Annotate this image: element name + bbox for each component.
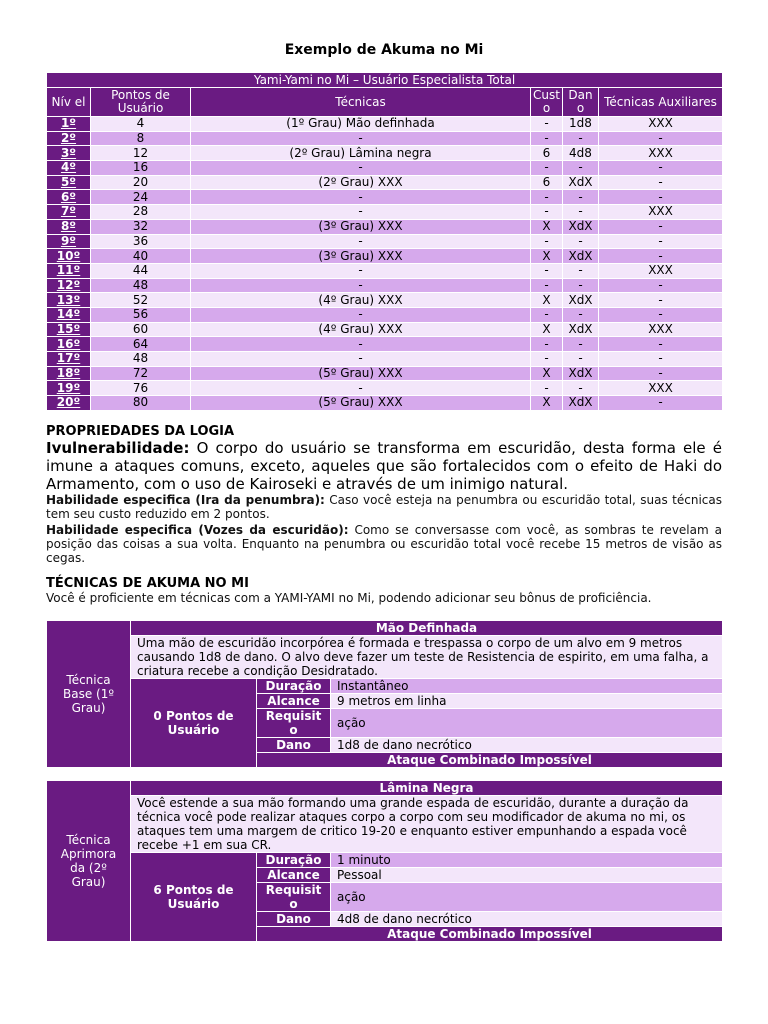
cost-cell: X — [531, 293, 563, 308]
hab2-text: Como se conversasse com você, as sombras te revelam a posição das coisas a sua volta. Enquanto na penumbra ou escuridão total você recebe 15 metros de visão as cegas. — [46, 523, 722, 565]
damage-cell: XdX — [563, 322, 599, 337]
alcance-label: Alcance — [257, 694, 331, 709]
auxiliary-cell: - — [599, 337, 723, 352]
points-cell: 12 — [91, 146, 191, 161]
level-cell: 17º — [47, 352, 91, 367]
auxiliary-cell: - — [599, 396, 723, 411]
auxiliary-cell: - — [599, 175, 723, 190]
header-pontos: Pontos de Usuário — [91, 88, 191, 117]
auxiliary-cell: - — [599, 278, 723, 293]
auxiliary-cell: - — [599, 352, 723, 367]
technique-name: Lâmina Negra — [131, 781, 723, 796]
cost-cell: - — [531, 263, 563, 278]
cost-cell: - — [531, 161, 563, 176]
damage-cell: - — [563, 234, 599, 249]
cost-cell: - — [531, 278, 563, 293]
cost-cell: X — [531, 396, 563, 411]
level-cell: 6º — [47, 190, 91, 205]
damage-cell: XdX — [563, 293, 599, 308]
cost-cell: - — [531, 117, 563, 132]
table-row — [47, 396, 723, 411]
tecnicas-heading: TÉCNICAS DE AKUMA NO MI — [46, 576, 249, 591]
table-row — [47, 293, 723, 308]
points-cell: 16 — [91, 161, 191, 176]
level-table — [46, 72, 723, 411]
technique-cell: (4º Grau) XXX — [191, 322, 531, 337]
cost-cell: 6 — [531, 146, 563, 161]
requisito-value: ação — [331, 883, 723, 912]
points-cell: 24 — [91, 190, 191, 205]
technique-cell: (2º Grau) Lâmina negra — [191, 146, 531, 161]
damage-cell: - — [563, 190, 599, 205]
technique-points: 0 Pontos de Usuário — [131, 679, 257, 768]
technique-cell: - — [191, 234, 531, 249]
technique-card-lamina-negra — [46, 780, 723, 942]
cost-cell: - — [531, 190, 563, 205]
points-cell: 76 — [91, 381, 191, 396]
damage-cell: 1d8 — [563, 117, 599, 132]
technique-cell: - — [191, 131, 531, 146]
level-cell: 15º — [47, 322, 91, 337]
level-cell: 9º — [47, 234, 91, 249]
points-cell: 32 — [91, 219, 191, 234]
auxiliary-cell: - — [599, 190, 723, 205]
table-row — [47, 263, 723, 278]
header-custo: Cust o — [531, 88, 563, 117]
technique-grade-label: Técnica Base (1º Grau) — [47, 621, 131, 768]
cost-cell: - — [531, 234, 563, 249]
table-row — [47, 337, 723, 352]
header-auxiliares: Técnicas Auxiliares — [599, 88, 723, 117]
technique-footer: Ataque Combinado Impossível — [257, 927, 723, 942]
dano-value: 1d8 de dano necrótico — [331, 738, 723, 753]
points-cell: 48 — [91, 352, 191, 367]
auxiliary-cell: - — [599, 307, 723, 322]
cost-cell: - — [531, 307, 563, 322]
dano-label: Dano — [257, 738, 331, 753]
level-cell: 7º — [47, 205, 91, 220]
cost-cell: 6 — [531, 175, 563, 190]
points-cell: 20 — [91, 175, 191, 190]
auxiliary-cell: - — [599, 219, 723, 234]
auxiliary-cell: - — [599, 131, 723, 146]
technique-cell: (2º Grau) XXX — [191, 175, 531, 190]
auxiliary-cell: - — [599, 293, 723, 308]
damage-cell: - — [563, 307, 599, 322]
auxiliary-cell: - — [599, 161, 723, 176]
cost-cell: - — [531, 337, 563, 352]
table-row — [47, 234, 723, 249]
damage-cell: - — [563, 205, 599, 220]
cost-cell: - — [531, 131, 563, 146]
points-cell: 4 — [91, 117, 191, 132]
technique-cell: - — [191, 190, 531, 205]
table-row — [47, 366, 723, 381]
level-cell: 19º — [47, 381, 91, 396]
technique-cell: - — [191, 337, 531, 352]
technique-cell: (5º Grau) XXX — [191, 366, 531, 381]
damage-cell: - — [563, 337, 599, 352]
level-cell: 12º — [47, 278, 91, 293]
header-tecnicas: Técnicas — [191, 88, 531, 117]
technique-cell: (1º Grau) Mão definhada — [191, 117, 531, 132]
auxiliary-cell: XXX — [599, 322, 723, 337]
technique-cell: (3º Grau) XXX — [191, 249, 531, 264]
points-cell: 80 — [91, 396, 191, 411]
hab1-label: Habilidade especifica (Ira da penumbra): — [46, 493, 325, 507]
table-row — [47, 205, 723, 220]
points-cell: 48 — [91, 278, 191, 293]
damage-cell: - — [563, 161, 599, 176]
points-cell: 44 — [91, 263, 191, 278]
table-row — [47, 161, 723, 176]
technique-cell: - — [191, 278, 531, 293]
technique-cell: - — [191, 307, 531, 322]
damage-cell: - — [563, 278, 599, 293]
duracao-value: 1 minuto — [331, 853, 723, 868]
technique-cell: - — [191, 205, 531, 220]
level-cell: 4º — [47, 161, 91, 176]
requisito-label: Requisit o — [257, 883, 331, 912]
technique-grade-label: Técnica Aprimora da (2º Grau) — [47, 781, 131, 942]
points-cell: 56 — [91, 307, 191, 322]
table-row — [47, 322, 723, 337]
points-cell: 60 — [91, 322, 191, 337]
technique-description: Você estende a sua mão formando uma grande espada de escuridão, durante a duração da técnica você pode realizar ataques corpo a corpo com seu modificador de akuma no mi, os ataques tem uma margem de critico 19-20 e enquanto estiver empunhando a espada você recebe +1 em sua CR. — [131, 796, 723, 853]
auxiliary-cell: - — [599, 249, 723, 264]
technique-cell: (5º Grau) XXX — [191, 396, 531, 411]
technique-cell: - — [191, 263, 531, 278]
hab2-label: Habilidade especifica (Vozes da escuridão): — [46, 523, 349, 537]
cost-cell: X — [531, 219, 563, 234]
damage-cell: XdX — [563, 366, 599, 381]
table-row — [47, 278, 723, 293]
cost-cell: - — [531, 352, 563, 367]
points-cell: 8 — [91, 131, 191, 146]
auxiliary-cell: XXX — [599, 146, 723, 161]
technique-cell: (4º Grau) XXX — [191, 293, 531, 308]
ivul-label: Ivulnerabilidade: — [46, 439, 190, 457]
technique-cell: - — [191, 381, 531, 396]
table-row — [47, 307, 723, 322]
hab1-text: Caso você esteja na penumbra ou escuridão total, suas técnicas tem seu custo reduzido em 2 pontos. — [46, 493, 722, 521]
damage-cell: - — [563, 381, 599, 396]
logia-heading: PROPRIEDADES DA LOGIA — [46, 424, 235, 439]
level-cell: 14º — [47, 307, 91, 322]
damage-cell: - — [563, 131, 599, 146]
level-cell: 13º — [47, 293, 91, 308]
requisito-value: ação — [331, 709, 723, 738]
level-cell: 1º — [47, 117, 91, 132]
ivul-text: O corpo do usuário se transforma em escuridão, desta forma ele é imune a ataques comuns, exceto, aqueles que são fortalecidos com o efeito de Haki do Armamento, com o uso de Kairoseki e através de um inimigo natural. — [46, 439, 722, 493]
points-cell: 40 — [91, 249, 191, 264]
tecnicas-intro: Você é proficiente em técnicas com a YAMI-YAMI no Mi, podendo adicionar seu bônus de proficiência. — [46, 591, 652, 605]
table-row — [47, 146, 723, 161]
duracao-label: Duração — [257, 853, 331, 868]
level-cell: 20º — [47, 396, 91, 411]
auxiliary-cell: XXX — [599, 205, 723, 220]
level-cell: 3º — [47, 146, 91, 161]
technique-points: 6 Pontos de Usuário — [131, 853, 257, 942]
tecnicas-section — [46, 576, 722, 605]
cost-cell: X — [531, 322, 563, 337]
level-cell: 10º — [47, 249, 91, 264]
auxiliary-cell: - — [599, 366, 723, 381]
level-cell: 2º — [47, 131, 91, 146]
auxiliary-cell: XXX — [599, 381, 723, 396]
damage-cell: XdX — [563, 396, 599, 411]
header-dano: Dan o — [563, 88, 599, 117]
points-cell: 64 — [91, 337, 191, 352]
dano-value: 4d8 de dano necrótico — [331, 912, 723, 927]
technique-name: Mão Definhada — [131, 621, 723, 636]
level-cell: 11º — [47, 263, 91, 278]
points-cell: 72 — [91, 366, 191, 381]
header-nivel: Nív el — [47, 88, 91, 117]
technique-description: Uma mão de escuridão incorpórea é formada e trespassa o corpo de um alvo em 9 metros causando 1d8 de dano. O alvo deve fazer um teste de Resistencia de espirito, em uma falha, a criatura recebe a condição Desidratado. — [131, 636, 723, 679]
damage-cell: - — [563, 352, 599, 367]
habilidade-penumbra — [46, 493, 722, 521]
page-title: Exemplo de Akuma no Mi — [284, 42, 484, 58]
level-cell: 18º — [47, 366, 91, 381]
cost-cell: X — [531, 249, 563, 264]
table-row — [47, 219, 723, 234]
cost-cell: - — [531, 381, 563, 396]
technique-card-mao-definhada — [46, 620, 723, 768]
alcance-value: 9 metros em linha — [331, 694, 723, 709]
points-cell: 52 — [91, 293, 191, 308]
table-row — [47, 381, 723, 396]
level-cell: 5º — [47, 175, 91, 190]
auxiliary-cell: - — [599, 234, 723, 249]
requisito-label: Requisit o — [257, 709, 331, 738]
auxiliary-cell: XXX — [599, 117, 723, 132]
habilidade-vozes — [46, 523, 722, 565]
level-cell: 16º — [47, 337, 91, 352]
table-row — [47, 249, 723, 264]
points-cell: 36 — [91, 234, 191, 249]
ivulnerabilidade-paragraph — [46, 439, 722, 493]
damage-cell: XdX — [563, 175, 599, 190]
auxiliary-cell: XXX — [599, 263, 723, 278]
technique-footer: Ataque Combinado Impossível — [257, 753, 723, 768]
table-row — [47, 190, 723, 205]
level-cell: 8º — [47, 219, 91, 234]
table-row — [47, 117, 723, 132]
cost-cell: - — [531, 205, 563, 220]
damage-cell: XdX — [563, 219, 599, 234]
damage-cell: - — [563, 263, 599, 278]
table-row — [47, 175, 723, 190]
alcance-value: Pessoal — [331, 868, 723, 883]
table-row — [47, 352, 723, 367]
damage-cell: XdX — [563, 249, 599, 264]
table-caption: Yami-Yami no Mi – Usuário Especialista Total — [47, 73, 723, 88]
points-cell: 28 — [91, 205, 191, 220]
cost-cell: X — [531, 366, 563, 381]
technique-cell: - — [191, 161, 531, 176]
logia-section — [46, 424, 722, 565]
alcance-label: Alcance — [257, 868, 331, 883]
duracao-label: Duração — [257, 679, 331, 694]
dano-label: Dano — [257, 912, 331, 927]
technique-cell: (3º Grau) XXX — [191, 219, 531, 234]
technique-cell: - — [191, 352, 531, 367]
level-table-body — [47, 117, 723, 411]
duracao-value: Instantâneo — [331, 679, 723, 694]
damage-cell: 4d8 — [563, 146, 599, 161]
table-row — [47, 131, 723, 146]
